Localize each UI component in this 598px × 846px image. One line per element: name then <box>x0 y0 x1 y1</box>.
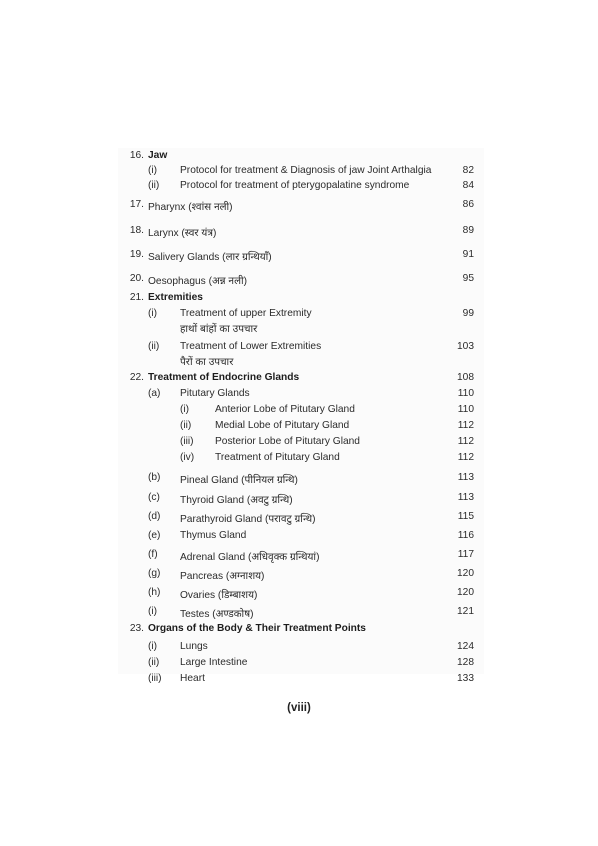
toc-entry-org-i <box>122 641 482 657</box>
toc-entry-org-ii <box>122 657 482 673</box>
toc-entry-jaw <box>122 150 482 165</box>
entry-title: Thyroid Gland (अवटु ग्रन्थि) <box>180 495 293 506</box>
entry-number: (h) <box>148 587 161 598</box>
entry-title: Pineal Gland (पीनियल ग्रन्थि) <box>180 475 298 486</box>
entry-number: (b) <box>148 472 161 483</box>
entry-number: 22. <box>129 372 144 383</box>
entry-title: Extremities <box>148 292 203 303</box>
entry-page: 103 <box>457 341 474 352</box>
entry-title-en: Treatment of Lower Extremities <box>180 341 322 352</box>
entry-title: Anterior Lobe of Pitutary Gland <box>215 404 355 415</box>
entry-number: (d) <box>148 511 161 522</box>
entry-number: (ii) <box>180 420 192 431</box>
toc-entry-larynx <box>122 223 482 247</box>
entry-title: Pitutary Glands <box>180 388 250 399</box>
entry-page: 84 <box>462 180 474 191</box>
entry-page: 117 <box>457 549 474 560</box>
toc-entry-end-h <box>122 585 482 604</box>
entry-title: Protocol for treatment of pterygopalatine syndrome <box>180 180 410 191</box>
entry-title: Heart <box>180 673 205 684</box>
toc-entry-salivery <box>122 247 482 271</box>
entry-title: Adrenal Gland (अधिवृक्क ग्रन्थियां) <box>180 552 320 563</box>
entry-page: 128 <box>457 657 474 668</box>
entry-number: 20. <box>129 273 144 284</box>
entry-page: 89 <box>462 225 474 236</box>
entry-number: (i) <box>180 404 190 415</box>
entry-number: (iii) <box>148 673 162 684</box>
entry-number: (i) <box>148 165 158 176</box>
entry-number: (c) <box>148 492 160 503</box>
toc-entry-extremities <box>122 292 482 308</box>
entry-title: Treatment of Pitutary Gland <box>215 452 340 463</box>
entry-number: (g) <box>148 568 161 579</box>
entry-title: Thymus Gland <box>180 530 247 541</box>
toc-entry-pharynx <box>122 195 482 223</box>
entry-page: 124 <box>457 641 474 652</box>
entry-number: (i) <box>148 308 158 319</box>
entry-page: 110 <box>457 404 474 415</box>
entry-number: 18. <box>129 225 144 236</box>
entry-title <box>180 308 312 335</box>
toc-entry-end-i <box>122 604 482 623</box>
entry-number: (ii) <box>148 180 160 191</box>
entry-title-en: Treatment of upper Extremity <box>180 308 312 319</box>
toc-entry-oesophagus <box>122 271 482 292</box>
entry-number: 16. <box>129 150 144 161</box>
toc-entry-end-a-iv <box>122 452 482 470</box>
toc-entry-end-a <box>122 388 482 404</box>
entry-page: 110 <box>457 388 474 399</box>
entry-title: Organs of the Body & Their Treatment Points <box>148 623 366 634</box>
entry-title-hi: हाथों बांहों का उपचार <box>180 324 258 335</box>
entry-page: 113 <box>457 492 474 503</box>
entry-title: Lungs <box>180 641 208 652</box>
entry-number: 17. <box>129 199 144 210</box>
toc-entry-ext-i <box>122 308 482 341</box>
entry-page: 82 <box>462 165 474 176</box>
toc-entry-jaw-i <box>122 165 482 180</box>
entry-page: 133 <box>457 673 474 684</box>
entry-title: Pharynx (श्वांस नली) <box>148 202 233 213</box>
entry-number: (i) <box>148 641 158 652</box>
entry-page: 112 <box>457 436 474 447</box>
entry-page: 91 <box>462 249 474 260</box>
entry-title: Medial Lobe of Pitutary Gland <box>215 420 350 431</box>
entry-page: 112 <box>457 420 474 431</box>
toc-entry-end-e <box>122 528 482 547</box>
entry-title-hi: पैरों का उपचार <box>180 357 234 368</box>
entry-number: (e) <box>148 530 161 541</box>
entry-page: 112 <box>457 452 474 463</box>
entry-page: 108 <box>457 372 474 383</box>
entry-number: (ii) <box>148 341 160 352</box>
entry-number: (iv) <box>180 452 195 463</box>
table-of-contents <box>122 150 482 689</box>
entry-page: 86 <box>462 199 474 210</box>
toc-entry-end-a-iii <box>122 436 482 452</box>
entry-page: 95 <box>462 273 474 284</box>
entry-title: Testes (अण्डकोष) <box>180 609 254 620</box>
entry-title: Oesophagus (अन्न नली) <box>148 276 248 287</box>
entry-title: Ovaries (डिम्बाशय) <box>180 590 258 601</box>
entry-number: (f) <box>148 549 158 560</box>
entry-page: 120 <box>457 587 474 598</box>
toc-entry-org-iii <box>122 673 482 689</box>
entry-number: 21. <box>129 292 144 303</box>
entry-title: Pancreas (अग्नाशय) <box>180 571 265 582</box>
toc-entry-end-d <box>122 509 482 528</box>
entry-number: (a) <box>148 388 161 399</box>
entry-title: Larynx (स्वर यंत्र) <box>148 228 217 239</box>
entry-title: Protocol for treatment & Diagnosis of jaw Joint Arthalgia <box>180 165 432 176</box>
entry-title: Posterior Lobe of Pitutary Gland <box>215 436 360 447</box>
entry-title: Treatment of Endocrine Glands <box>148 372 300 383</box>
toc-entry-endocrine <box>122 372 482 388</box>
toc-entry-end-f <box>122 547 482 566</box>
entry-number: 23. <box>129 623 144 634</box>
entry-number: 19. <box>129 249 144 260</box>
page-number-footer: (viii) <box>287 702 311 714</box>
toc-entry-end-c <box>122 490 482 509</box>
toc-entry-end-b <box>122 470 482 490</box>
entry-page: 120 <box>457 568 474 579</box>
entry-title <box>180 341 321 368</box>
toc-entry-organs <box>122 623 482 641</box>
entry-page: 116 <box>457 530 474 541</box>
entry-number: (ii) <box>148 657 160 668</box>
toc-entry-jaw-ii <box>122 180 482 195</box>
entry-page: 113 <box>457 472 474 483</box>
entry-number: (i) <box>148 606 158 617</box>
entry-page: 99 <box>462 308 474 319</box>
entry-number: (iii) <box>180 436 194 447</box>
entry-page: 121 <box>457 606 474 617</box>
toc-entry-end-a-ii <box>122 420 482 436</box>
entry-title: Salivery Glands (लार ग्रन्थियाँ) <box>148 252 272 263</box>
toc-entry-ext-ii <box>122 341 482 372</box>
entry-page: 115 <box>457 511 474 522</box>
toc-entry-end-a-i <box>122 404 482 420</box>
toc-entry-end-g <box>122 566 482 585</box>
entry-title: Large Intestine <box>180 657 248 668</box>
entry-title: Parathyroid Gland (परावटु ग्रन्थि) <box>180 514 316 525</box>
entry-title: Jaw <box>148 150 168 161</box>
